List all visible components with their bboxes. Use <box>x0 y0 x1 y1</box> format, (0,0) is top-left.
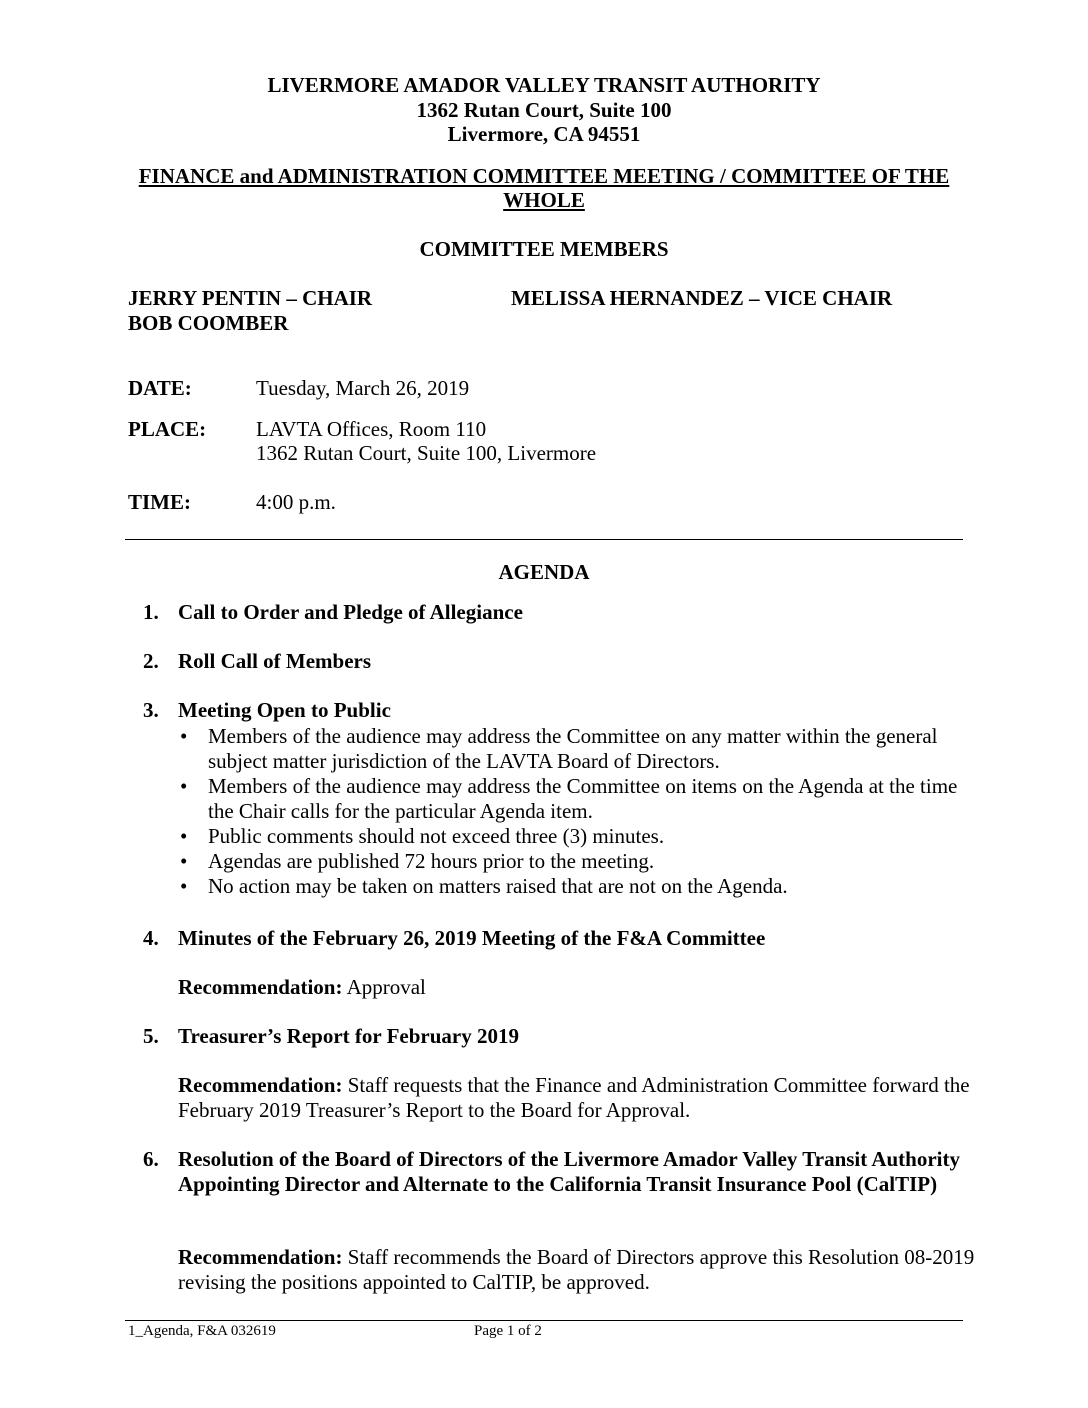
recommendation-item-4 <box>178 975 978 1000</box>
place-value-line-2: 1362 Rutan Court, Suite 100, Livermore <box>256 441 597 465</box>
agenda-item-title: Resolution of the Board of Directors of the Livermore Amador Valley Transit Authority Appointing Director and Alternate to the California Transit Insurance Pool (CalTIP) <box>178 1147 961 1196</box>
agenda-item-title: Minutes of the February 26, 2019 Meeting of the F&A Committee <box>178 926 766 950</box>
list-item: • Agendas are published 72 hours prior to the meeting. <box>180 849 655 873</box>
public-comment-rules <box>178 724 978 899</box>
member-chair: JERRY PENTIN – CHAIR <box>128 286 373 310</box>
agenda-item-number: 4. <box>143 926 159 950</box>
committee-members-heading: COMMITTEE MEMBERS <box>419 237 669 261</box>
list-item: • Members of the audience may address the Committee on items on the Agenda at the time the Chair calls for the particular Agenda item. <box>180 774 958 823</box>
recommendation-item-5 <box>178 1073 978 1123</box>
recommendation-label: Recommendation: <box>178 975 343 999</box>
agenda-item-title: Roll Call of Members <box>178 649 372 673</box>
footer-divider <box>125 1320 963 1321</box>
bullet-icon: • <box>180 849 188 873</box>
recommendation-text: Staff requests that the Finance and Administration Committee forward the February 2019 Treasurer’s Report to the Board for Approval. <box>178 1073 970 1122</box>
recommendation-text: Approval <box>342 975 426 999</box>
meeting-title-line-1: FINANCE and ADMINISTRATION COMMITTEE MEETING / COMMITTEE OF THE <box>138 164 950 188</box>
footer-page-number: Page 1 of 2 <box>474 1323 542 1339</box>
agenda-heading: AGENDA <box>498 560 590 584</box>
agenda-item-title: Treasurer’s Report for February 2019 <box>178 1024 519 1048</box>
agenda-item-number: 5. <box>143 1024 159 1048</box>
recommendation-text: Staff recommends the Board of Directors approve this Resolution 08-2019 revising the positions appointed to CalTIP, be approved. <box>178 1245 975 1294</box>
bullet-icon: • <box>180 824 188 848</box>
address-line-2: Livermore, CA 94551 <box>447 122 641 146</box>
place-value-line-1: LAVTA Offices, Room 110 <box>256 417 487 441</box>
bullet-icon: • <box>180 874 188 898</box>
agenda-item-number: 3. <box>143 698 159 722</box>
agenda-item-number: 1. <box>143 600 159 624</box>
header-divider <box>125 539 963 540</box>
time-label: TIME: <box>128 490 191 514</box>
agenda-item-title: Call to Order and Pledge of Allegiance <box>178 600 523 624</box>
list-item: • Public comments should not exceed three (3) minutes. <box>180 824 665 848</box>
agenda-item-title: Meeting Open to Public <box>178 698 391 722</box>
date-label: DATE: <box>128 376 192 400</box>
place-label: PLACE: <box>128 417 207 441</box>
agenda-item-number: 2. <box>143 649 159 673</box>
agenda-item-number: 6. <box>143 1147 159 1171</box>
member-vice-chair: MELISSA HERNANDEZ – VICE CHAIR <box>511 286 893 310</box>
recommendation-item-6 <box>178 1245 978 1295</box>
list-item: • Members of the audience may address the Committee on any matter within the general subject matter jurisdiction of the LAVTA Board of Directors. <box>180 724 938 773</box>
recommendation-label: Recommendation: <box>178 1073 343 1097</box>
list-item: • No action may be taken on matters raised that are not on the Agenda. <box>180 874 788 898</box>
bullet-icon: • <box>180 774 188 798</box>
member-bob-coomber: BOB COOMBER <box>128 311 289 335</box>
footer-doc-id: 1_Agenda, F&A 032619 <box>128 1323 276 1339</box>
address-line-1: 1362 Rutan Court, Suite 100 <box>416 98 672 122</box>
recommendation-label: Recommendation: <box>178 1245 343 1269</box>
org-name: LIVERMORE AMADOR VALLEY TRANSIT AUTHORITY <box>267 73 821 97</box>
meeting-title-line-2: WHOLE <box>503 188 585 212</box>
date-value: Tuesday, March 26, 2019 <box>256 376 470 400</box>
time-value: 4:00 p.m. <box>256 490 336 514</box>
bullet-icon: • <box>180 724 188 748</box>
